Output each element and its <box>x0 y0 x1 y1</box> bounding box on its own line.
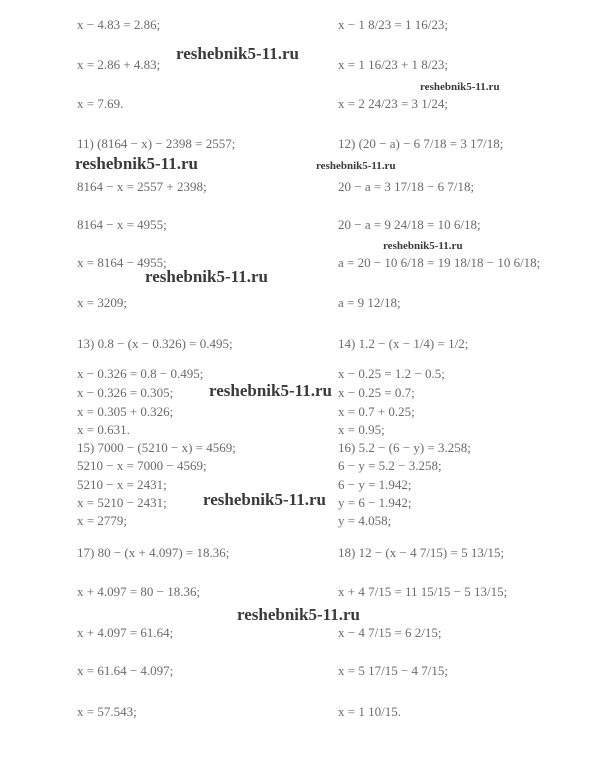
right-line-17: y = 6 − 1.942; <box>338 495 412 510</box>
left-line-18: x = 2779; <box>77 513 127 528</box>
left-line-21: x + 4.097 = 61.64; <box>77 625 174 640</box>
left-line-15: 5210 − x = 7000 − 4569; <box>77 458 207 473</box>
left-line-6: 8164 − x = 4955; <box>77 217 167 232</box>
left-line-22: x = 61.64 − 4.097; <box>77 663 174 678</box>
left-line-8: x = 3209; <box>77 295 127 310</box>
watermark-8: reshebnik5-11.ru <box>203 490 326 509</box>
right-line-15: 6 − y = 5.2 − 3.258; <box>338 458 442 473</box>
right-line-6: 20 − a = 9 24/18 = 10 6/18; <box>338 217 481 232</box>
right-line-9: 14) 1.2 − (x − 1/4) = 1/2; <box>338 336 469 351</box>
left-line-19: 17) 80 − (x + 4.097) = 18.36; <box>77 545 230 560</box>
left-line-1: x − 4.83 = 2.86; <box>77 17 161 32</box>
left-line-23: x = 57.543; <box>77 704 137 719</box>
right-line-16: 6 − y = 1.942; <box>338 477 412 492</box>
watermark-6: reshebnik5-11.ru <box>145 267 268 286</box>
right-line-14: 16) 5.2 − (6 − y) = 3.258; <box>338 440 471 455</box>
left-line-11: x − 0.326 = 0.305; <box>77 385 174 400</box>
left-line-10: x − 0.326 = 0.8 − 0.495; <box>77 366 204 381</box>
left-line-4: 11) (8164 − x) − 2398 = 2557; <box>77 136 236 151</box>
right-line-11: x − 0.25 = 0.7; <box>338 385 415 400</box>
right-line-19: 18) 12 − (x − 4 7/15) = 5 13/15; <box>338 545 505 560</box>
left-line-3: x = 7.69. <box>77 96 124 111</box>
left-line-14: 15) 7000 − (5210 − x) = 4569; <box>77 440 236 455</box>
left-line-2: x = 2.86 + 4.83; <box>77 57 161 72</box>
left-line-12: x = 0.305 + 0.326; <box>77 404 174 419</box>
right-line-4: 12) (20 − a) − 6 7/18 = 3 17/18; <box>338 136 504 151</box>
left-line-13: x = 0.631. <box>77 422 130 437</box>
left-line-17: x = 5210 − 2431; <box>77 495 167 510</box>
right-line-21: x − 4 7/15 = 6 2/15; <box>338 625 442 640</box>
left-line-9: 13) 0.8 − (x − 0.326) = 0.495; <box>77 336 233 351</box>
watermark-1: reshebnik5-11.ru <box>176 44 299 63</box>
right-line-22: x = 5 17/15 − 4 7/15; <box>338 663 448 678</box>
right-line-13: x = 0.95; <box>338 422 385 437</box>
left-line-16: 5210 − x = 2431; <box>77 477 167 492</box>
right-line-2: x = 1 16/23 + 1 8/23; <box>338 57 448 72</box>
right-line-8: a = 9 12/18; <box>338 295 401 310</box>
left-line-7: x = 8164 − 4955; <box>77 255 167 270</box>
right-line-12: x = 0.7 + 0.25; <box>338 404 415 419</box>
watermark-2: reshebnik5-11.ru <box>420 81 500 93</box>
right-line-1: x − 1 8/23 = 1 16/23; <box>338 17 448 32</box>
watermark-4: reshebnik5-11.ru <box>316 160 396 172</box>
right-line-7: a = 20 − 10 6/18 = 19 18/18 − 10 6/18; <box>338 255 541 270</box>
right-line-23: x = 1 10/15. <box>338 704 401 719</box>
watermark-9: reshebnik5-11.ru <box>237 605 360 624</box>
left-line-5: 8164 − x = 2557 + 2398; <box>77 179 207 194</box>
watermark-3: reshebnik5-11.ru <box>75 154 198 173</box>
right-line-18: y = 4.058; <box>338 513 392 528</box>
watermark-7: reshebnik5-11.ru <box>209 381 332 400</box>
right-line-10: x − 0.25 = 1.2 − 0.5; <box>338 366 445 381</box>
right-line-5: 20 − a = 3 17/18 − 6 7/18; <box>338 179 475 194</box>
left-line-20: x + 4.097 = 80 − 18.36; <box>77 584 201 599</box>
watermark-5: reshebnik5-11.ru <box>383 240 463 252</box>
right-line-3: x = 2 24/23 = 3 1/24; <box>338 96 448 111</box>
right-line-20: x + 4 7/15 = 11 15/15 − 5 13/15; <box>338 584 508 599</box>
